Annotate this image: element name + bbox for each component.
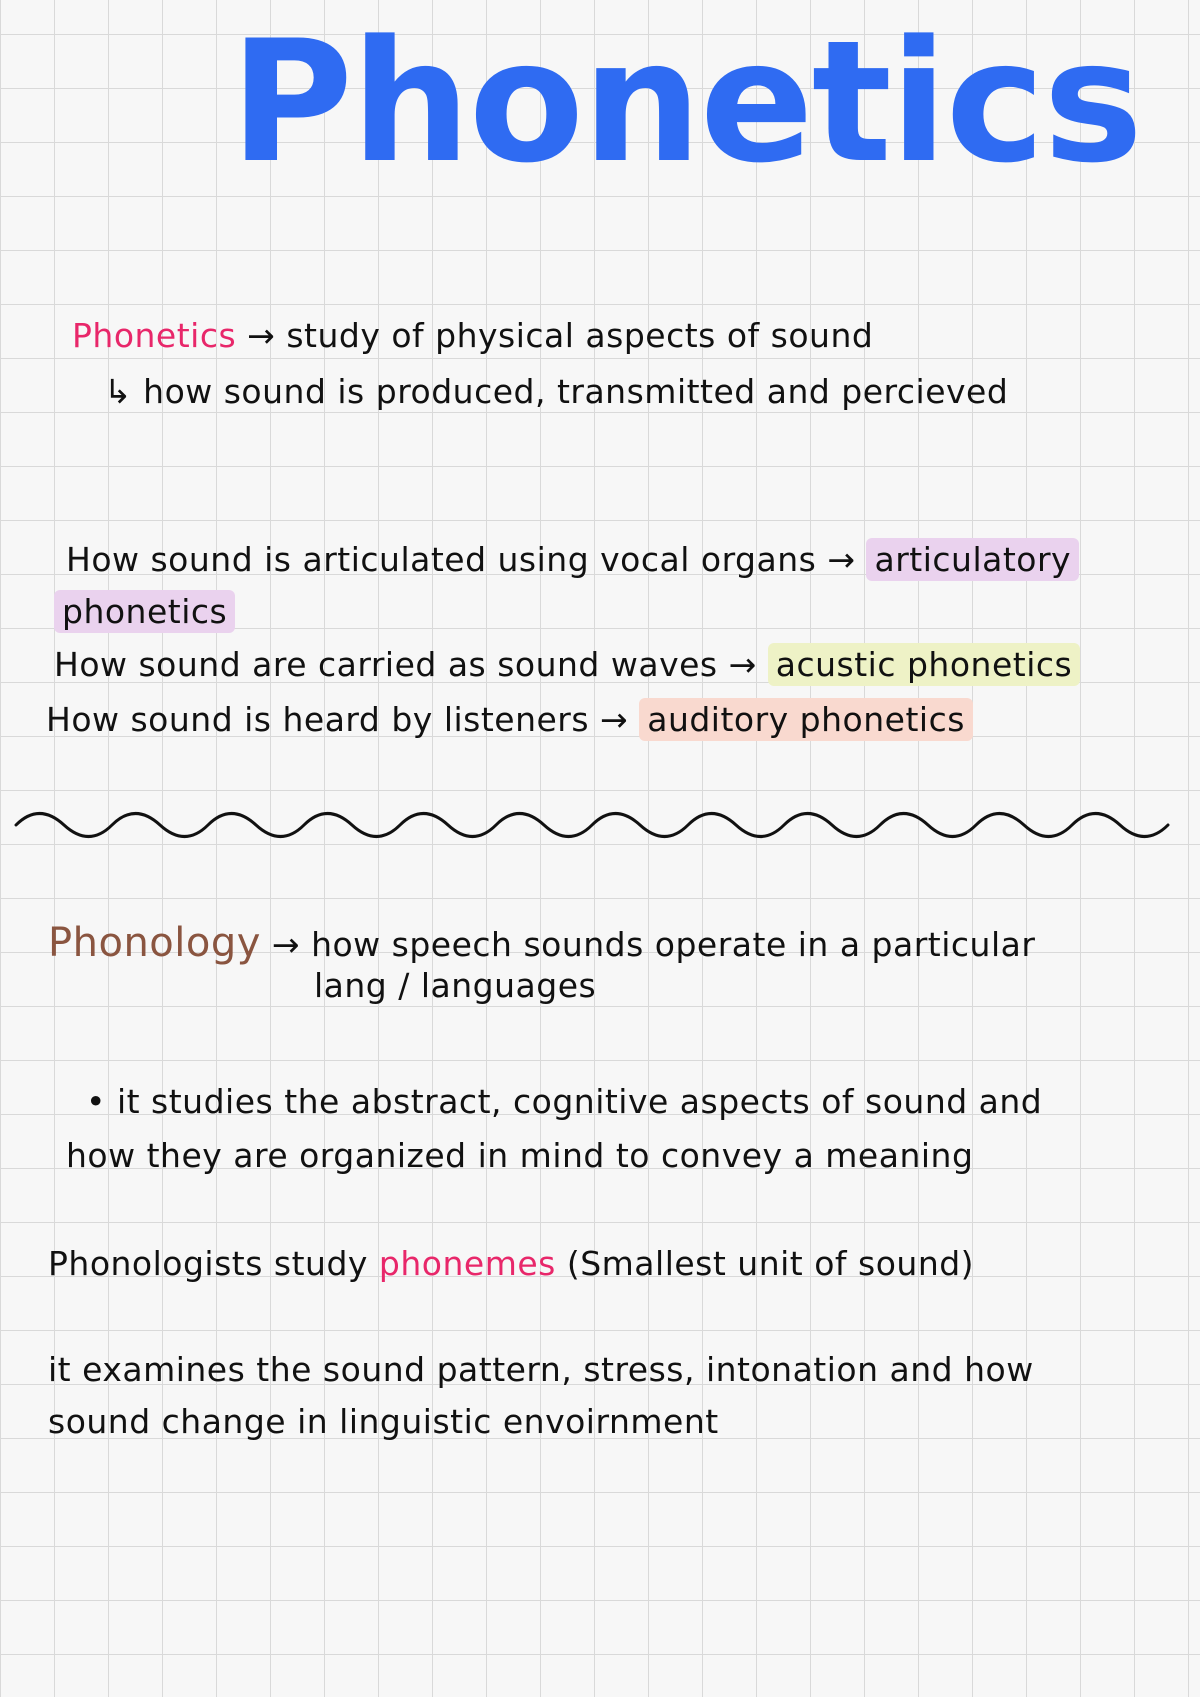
examines-line-2 <box>48 1402 719 1441</box>
articulatory-highlight-2: phonetics <box>54 590 235 633</box>
phonology-definition-2 <box>314 966 596 1005</box>
auditory-text: How sound is heard by listeners → <box>46 700 629 739</box>
examines-text: it examines the sound pattern, stress, intonation and how <box>48 1350 1034 1389</box>
subpoint-arrow-icon: ↳ <box>104 372 133 411</box>
articulatory-highlight: articulatory <box>866 538 1079 581</box>
acoustic-highlight: acustic phonetics <box>768 643 1080 686</box>
auditory-line <box>46 700 973 739</box>
articulatory-text: How sound is articulated using vocal organs → <box>66 540 856 579</box>
phonetics-term: Phonetics <box>72 316 237 355</box>
phonology-term: Phonology <box>48 920 261 966</box>
phonology-definition-text: how speech sounds operate in a particular <box>311 925 1036 964</box>
arrow-icon: → <box>271 925 301 964</box>
phonology-bullet-text: • it studies the abstract, cognitive aspects of sound and <box>86 1082 1043 1121</box>
phonologists-prefix: Phonologists study <box>48 1244 368 1283</box>
articulatory-line <box>66 540 1079 579</box>
wavy-divider <box>14 800 1174 850</box>
phonologists-line <box>48 1244 974 1283</box>
phonetics-subpoint-text: how sound is produced, transmitted and percieved <box>143 372 1009 411</box>
phonology-bullet <box>86 1082 1042 1121</box>
examines-text-2: sound change in linguistic envoirnment <box>48 1402 719 1441</box>
auditory-highlight: auditory phonetics <box>639 698 973 741</box>
phonetics-definition-text: study of physical aspects of sound <box>286 316 874 355</box>
phonetics-definition <box>72 316 873 355</box>
articulatory-line-2 <box>54 592 235 631</box>
phonology-bullet-2 <box>66 1136 973 1175</box>
acoustic-text: How sound are carried as sound waves → <box>54 645 757 684</box>
phonemes-term: phonemes <box>378 1244 556 1283</box>
acoustic-line <box>54 645 1080 684</box>
phonology-definition <box>48 920 1035 966</box>
examines-line <box>48 1350 1034 1389</box>
phonetics-subpoint <box>104 372 1008 411</box>
phonologists-suffix: (Smallest unit of sound) <box>566 1244 975 1283</box>
phonology-bullet-text-2: how they are organized in mind to convey a meaning <box>66 1136 974 1175</box>
page-title: Phonetics <box>230 4 1142 200</box>
arrow-icon: → <box>247 316 276 355</box>
phonology-definition-text-2: lang / languages <box>314 966 597 1005</box>
